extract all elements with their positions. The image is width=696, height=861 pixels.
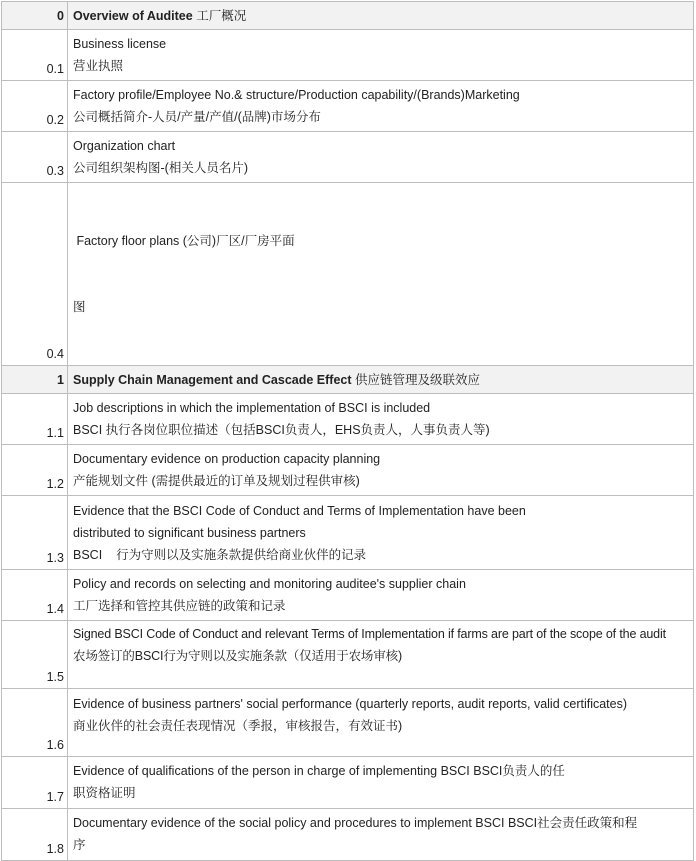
description-en: Job descriptions in which the implementation of BSCI is included (73, 401, 431, 415)
description-cn: 职资格证明 (73, 786, 136, 800)
table-row (2, 445, 694, 496)
description-cn: 公司概括简介-人员/产量/产值/(品牌)市场分布 (73, 110, 321, 124)
description-cn: 商业伙伴的社会责任表现情况（季报，审核报告，有效证书) (73, 719, 403, 733)
description-en: Organization chart (73, 139, 176, 153)
description-en: Evidence that the BSCI Code of Conduct and Terms of Implementation have been (73, 504, 526, 518)
row-number: 0.2 (2, 81, 68, 132)
row-number: 0.3 (2, 132, 68, 183)
description-en: Business license (73, 37, 167, 51)
row-number: 1.8 (2, 809, 68, 861)
section-row (2, 2, 694, 30)
description-en: Evidence of business partners' social performance (quarterly reports, audit reports, valid certificates) (73, 697, 628, 711)
description-cn: 产能规划文件 (需提供最近的订单及规划过程供审核) (73, 474, 360, 488)
row-description (68, 394, 694, 445)
table-row (2, 394, 694, 445)
table-row (2, 496, 694, 570)
description-cn: 图 (73, 300, 86, 314)
description-en: Factory profile/Employee No.& structure/Production capability/(Brands)Marketing (73, 88, 520, 102)
table-row (2, 809, 694, 861)
row-number: 1.3 (2, 496, 68, 570)
row-description (68, 445, 694, 496)
row-number: 1.4 (2, 570, 68, 621)
table-row (2, 621, 694, 689)
row-description (68, 30, 694, 81)
description-en: Policy and records on selecting and monitoring auditee's supplier chain (73, 577, 466, 591)
row-description (68, 757, 694, 809)
description-cn: 序 (73, 838, 86, 852)
description-en: Factory floor plans (公司)厂区/厂房平面 (73, 234, 295, 248)
row-description (68, 183, 694, 366)
row-number: 1.1 (2, 394, 68, 445)
description-en: Signed BSCI Code of Conduct and relevant Terms of Implementation if farms are part of the scope of the audit (73, 627, 666, 641)
row-description (68, 570, 694, 621)
section-title-cell (68, 366, 694, 394)
row-description (68, 621, 694, 689)
document-checklist-table (1, 1, 694, 861)
section-title-cell (68, 2, 694, 30)
section-title-en: Overview of Auditee (73, 9, 193, 23)
row-number: 1 (2, 366, 68, 394)
row-description (68, 809, 694, 861)
description-cn: 农场签订的BSCI行为守则以及实施条款（仅适用于农场审核) (73, 649, 402, 663)
table-row (2, 183, 694, 366)
section-title-en: Supply Chain Management and Cascade Effect (73, 373, 352, 387)
row-number: 0 (2, 2, 68, 30)
description-cn: BSCI 行为守则以及实施条款提供给商业伙伴的记录 (73, 548, 367, 562)
description-cn: 营业执照 (73, 59, 124, 73)
table-row (2, 132, 694, 183)
row-number: 1.2 (2, 445, 68, 496)
section-title-cn: 供应链管理及级联效应 (355, 373, 481, 387)
row-number: 0.1 (2, 30, 68, 81)
table-row (2, 570, 694, 621)
description-en: Documentary evidence on production capacity planning (73, 452, 381, 466)
row-number: 1.6 (2, 689, 68, 757)
table-row (2, 30, 694, 81)
description-cn: 工厂选择和管控其供应链的政策和记录 (73, 599, 286, 613)
row-number: 1.5 (2, 621, 68, 689)
description-en: Evidence of qualifications of the person in charge of implementing BSCI BSCI负责人的任 (73, 764, 565, 778)
section-row (2, 366, 694, 394)
row-description (68, 81, 694, 132)
table-row (2, 81, 694, 132)
row-description (68, 132, 694, 183)
row-number: 0.4 (2, 183, 68, 366)
description-cn: BSCI 执行各岗位职位描述（包括BSCI负责人，EHS负责人，人事负责人等) (73, 423, 490, 437)
description-en-cont: distributed to significant business partners (73, 526, 306, 540)
row-number: 1.7 (2, 757, 68, 809)
section-title-cn: 工厂概况 (196, 9, 247, 23)
row-description (68, 689, 694, 757)
table-row (2, 757, 694, 809)
row-description (68, 496, 694, 570)
table-row (2, 689, 694, 757)
description-cn: 公司组织架构图-(相关人员名片) (73, 161, 248, 175)
description-en: Documentary evidence of the social policy and procedures to implement BSCI BSCI社会责任政策和程 (73, 816, 638, 830)
